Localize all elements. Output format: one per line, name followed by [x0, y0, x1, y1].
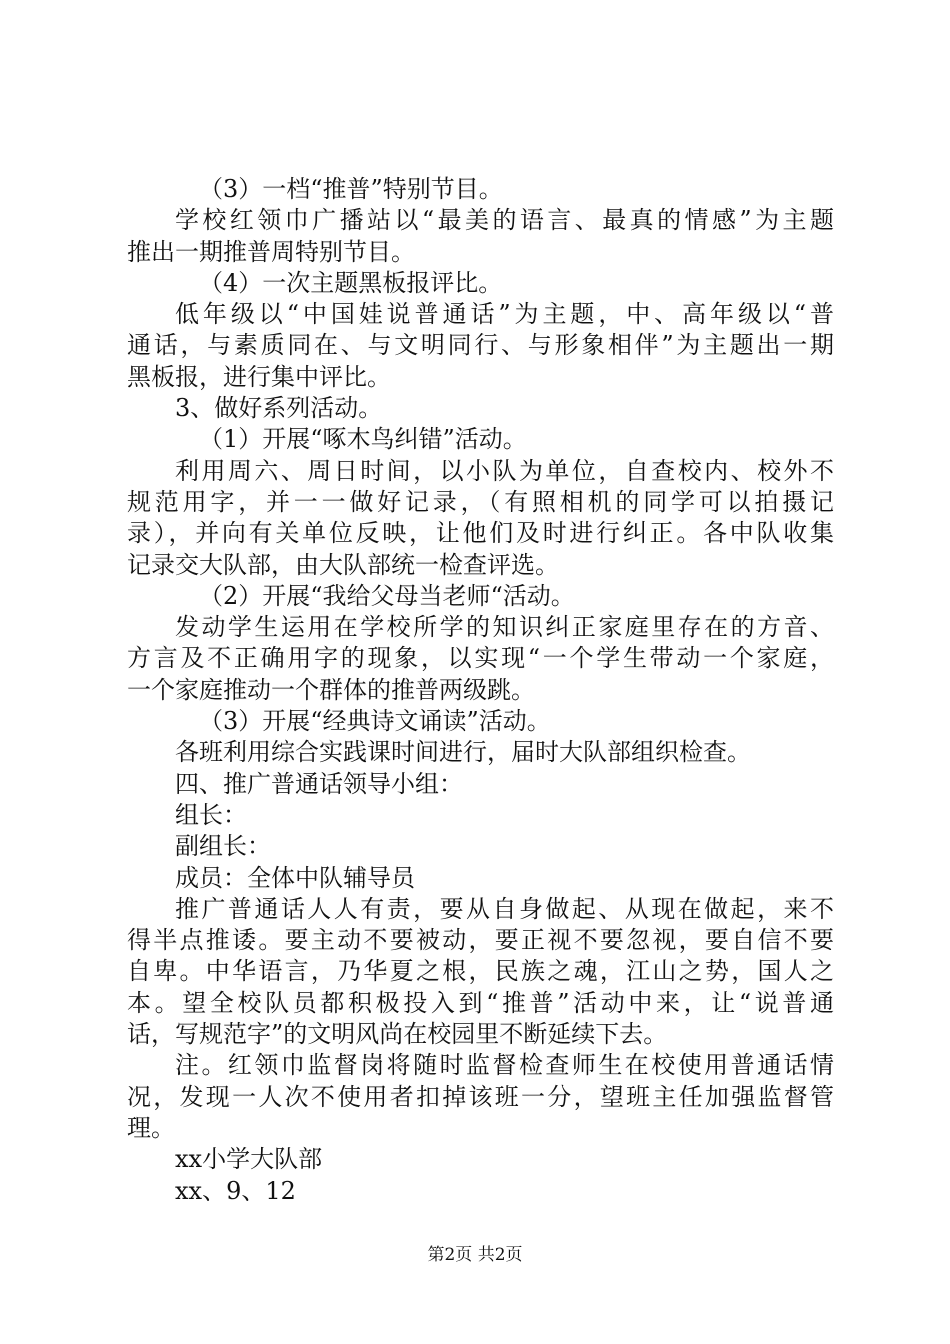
paragraph-line: 注。红领巾监督岗将随时监督检查师生在校使用普通话情 — [175, 1051, 834, 1080]
paragraph-line: 发动学生运用在学校所学的知识纠正家庭里存在的方音、 — [175, 613, 834, 642]
paragraph-line: 况，发现一人次不使用者扣掉该班一分，望班主任加强监督管 — [127, 1082, 834, 1111]
page-number: 第2页 共2页 — [427, 1245, 523, 1265]
paragraph-line: 话，写规范字”的文明风尚在校园里不断延续下去。 — [127, 1020, 668, 1049]
paragraph-line: 本。望全校队员都积极投入到“推普”活动中来，让“说普通 — [127, 988, 834, 1017]
page-footer — [0, 1244, 950, 1266]
paragraph-line: 通话，与素质同在、与文明同行、与形象相伴”为主题出一期 — [127, 331, 834, 360]
section-heading: 3、做好系列活动。 — [175, 394, 383, 423]
subsection-heading: （4）一次主题黑板报评比。 — [199, 268, 503, 297]
paragraph-line: 方言及不正确用字的现象，以实现“一个学生带动一个家庭， — [127, 644, 834, 673]
paragraph-line: 理。 — [127, 1113, 175, 1142]
signature-organization: xx小学大队部 — [175, 1145, 323, 1174]
paragraph-line: 低年级以“中国娃说普通话”为主题，中、高年级以“普 — [175, 300, 834, 329]
deputy-leader-line: 副组长： — [175, 832, 271, 861]
paragraph-line: 录），并向有关单位反映，让他们及时进行纠正。各中队收集 — [127, 519, 834, 548]
subsection-heading: （3）一档“推普”特别节目。 — [199, 175, 503, 203]
paragraph-line: 记录交大队部，由大队部统一检查评选。 — [127, 550, 559, 579]
paragraph-line: 自卑。中华语言，乃华夏之根，民族之魂，江山之势，国人之 — [127, 957, 834, 986]
document-body — [127, 174, 834, 1207]
paragraph-line: 一个家庭推动一个群体的推普两级跳。 — [127, 675, 535, 704]
signature-date: xx、9、12 — [175, 1176, 296, 1205]
paragraph-line: 黑板报，进行集中评比。 — [127, 362, 391, 391]
subsection-heading: （3）开展“经典诗文诵读”活动。 — [199, 707, 551, 736]
subsection-heading: （1）开展“啄木鸟纠错”活动。 — [199, 425, 527, 454]
paragraph-line: 规范用字，并一一做好记录，（有照相机的同学可以拍摄记 — [127, 487, 834, 516]
members-line: 成员：全体中队辅导员 — [175, 863, 415, 892]
paragraph-line: 各班利用综合实践课时间进行，届时大队部组织检查。 — [175, 738, 751, 767]
subsection-heading: （2）开展“我给父母当老师“活动。 — [199, 581, 575, 610]
paragraph-line: 学校红领巾广播站以“最美的语言、最真的情感”为主题 — [175, 206, 834, 235]
paragraph-line: 推广普通话人人有责，要从自身做起、从现在做起，来不 — [175, 894, 834, 923]
paragraph-line: 得半点推诿。要主动不要被动，要正视不要忽视，要自信不要 — [127, 926, 834, 955]
paragraph-line: 利用周六、周日时间，以小队为单位，自查校内、校外不 — [175, 456, 834, 485]
section-heading: 四、推广普通话领导小组： — [175, 769, 463, 798]
team-leader-line: 组长： — [175, 800, 247, 829]
paragraph-line: 推出一期推普周特别节目。 — [127, 237, 415, 266]
